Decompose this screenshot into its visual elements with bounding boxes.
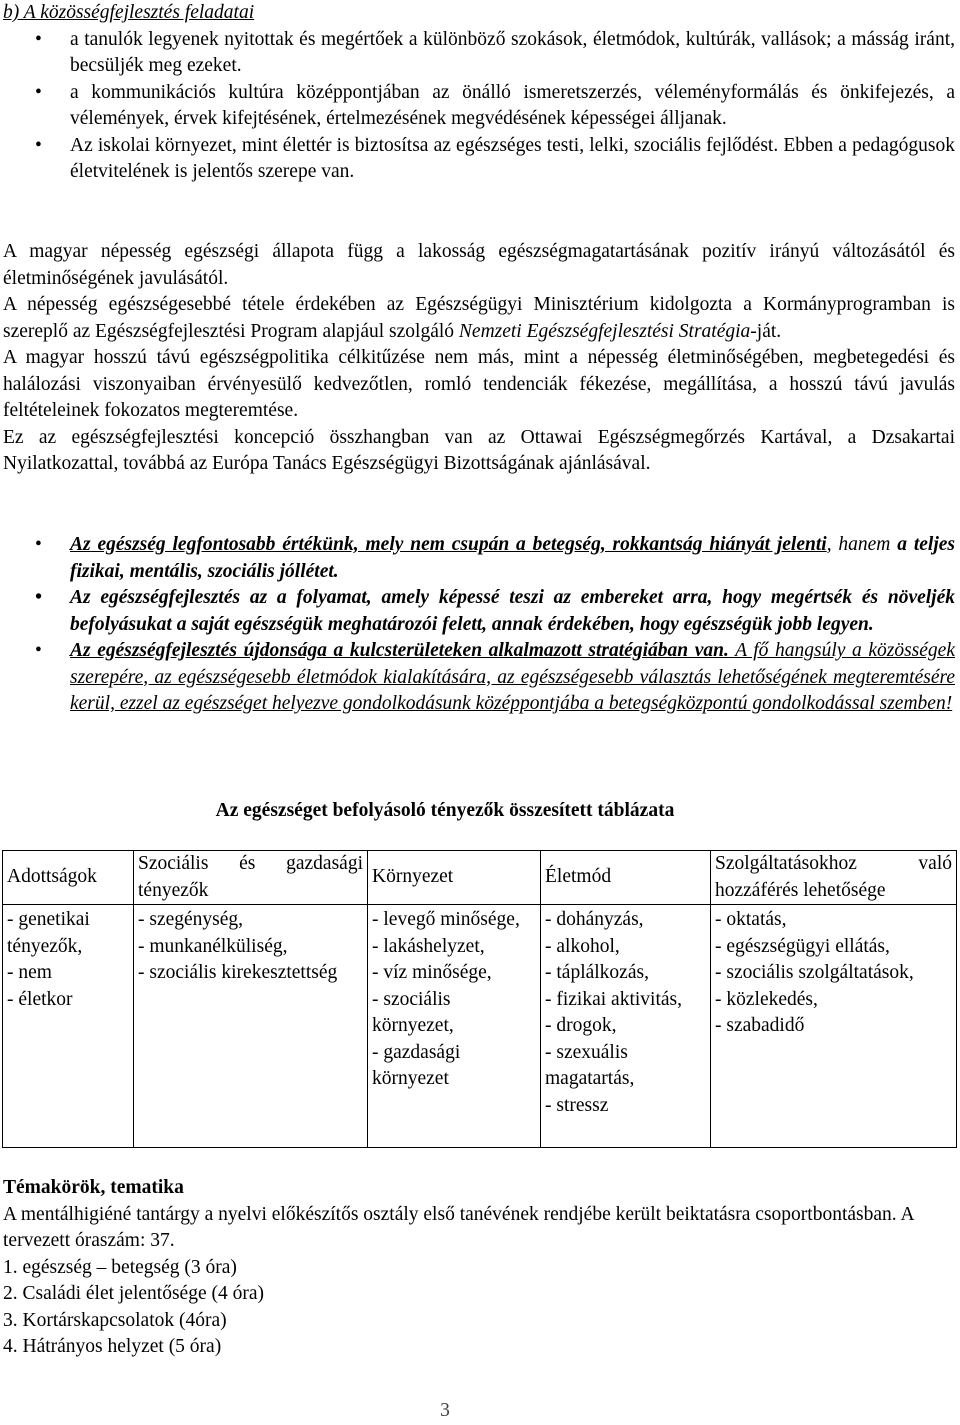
list-item: 2. Családi élet jelentősége (4 óra) — [3, 1283, 264, 1304]
table-header-row — [3, 851, 957, 905]
table-header-cell: Szociális és gazdasági tényezők — [134, 851, 368, 905]
list-item: • Az iskolai környezet, mint élettér is biztosítsa az egészséges testi, lelki, szociális fejlődést. Ebben a pedagógusok életvitelének is jelentős szerepe van. — [3, 133, 955, 186]
table-header-cell: Szolgáltatásokhoz való hozzáférés lehetősége — [711, 851, 957, 905]
strategy-name: Nemzeti Egészségfejlesztési Stratégia — [458, 320, 751, 342]
table-cell — [134, 905, 368, 1148]
paragraph: A magyar hosszú távú egészségpolitika célkitűzése nem más, mint a népesség életminőségében, megbetegedési és halálozási viszonyaiban érvényesülő kedvezőtlen, romló tendenciák fékezése, megállítása, a hosszú távú javulás feltételeinek fokozatos megteremtése. — [3, 347, 955, 421]
key-points — [3, 532, 955, 718]
cell-line: - szociális szolgáltatások, — [715, 962, 914, 983]
cell-line: - genetikai tényezők, — [7, 909, 90, 957]
cell-line: - levegő minősége, — [372, 909, 520, 930]
paragraph-text: A népesség egészségesebbé tétele érdekében az Egészségügyi Minisztérium kidolgozta a Kormányprogramban is szereplő az Egészségfejlesztési Program alapjául szolgáló — [3, 294, 955, 342]
cell-line: - szociális kirekesztettség — [138, 962, 338, 983]
cell-line: - munkanélküliség, — [138, 935, 288, 957]
cell-line: - életkor — [7, 988, 73, 1010]
cell-line: - táplálkozás, — [545, 962, 649, 983]
section-b-bullet-list — [3, 27, 955, 186]
cell-line: - víz minősége, — [372, 962, 492, 983]
list-item — [3, 532, 955, 585]
cell-line: - szabadidő — [715, 1015, 805, 1036]
cell-line: - szegénység, — [138, 909, 244, 930]
paragraph: Ez az egészségfejlesztési koncepció összhangban van az Ottawai Egészségmegőrzés Kartával, a Dzsakartai Nyilatkozattal, továbbá az Európa Tanács Egészségügyi Bizottságának ajánlásával. — [3, 426, 955, 474]
paragraph: A magyar népesség egészségi állapota függ a lakosság egészségmagatartásának pozitív irányú változásától és életminőségének javulásától. — [3, 241, 955, 289]
cell-line: - szexuális magatartás, — [545, 1041, 635, 1089]
cell-line: - dohányzás, — [545, 909, 644, 930]
cell-line: - gazdasági környezet — [372, 1041, 461, 1089]
key-point-text: a teljes fizikai, mentális, szociális jóllétet. — [70, 534, 955, 582]
topics-heading: Témakörök, tematika — [3, 1177, 184, 1198]
table-cell — [711, 905, 957, 1148]
table-row — [3, 905, 957, 1148]
cell-line: - alkohol, — [545, 935, 620, 957]
body-paragraphs — [3, 239, 955, 478]
cell-line: - oktatás, — [715, 909, 787, 930]
paragraph — [3, 292, 955, 345]
table-cell — [3, 905, 134, 1148]
topics-list — [3, 1255, 955, 1361]
cell-line: - fizikai aktivitás, — [545, 988, 682, 1010]
table-cell — [368, 905, 541, 1148]
section-b — [3, 0, 955, 186]
cell-line: - stressz — [545, 1094, 609, 1116]
list-item: • a kommunikációs kultúra középpontjában az önálló ismeretszerzés, véleményformálás és önkifejezés, a vélemények, érvek kifejtésének, értelmezésének megvédésének képességei álljanak. — [3, 80, 955, 133]
paragraph-suffix: -ját. — [750, 320, 782, 342]
cell-line: - nem — [7, 962, 52, 983]
key-point-connector: , hanem — [826, 534, 898, 555]
table-header-cell: Életmód — [541, 851, 711, 905]
list-item: 1. egészség – betegség (3 óra) — [3, 1256, 237, 1278]
cell-line: - közlekedés, — [715, 988, 818, 1010]
topics-intro: A mentálhigiéné tantárgy a nyelvi előkészítős osztály első tanévének rendjébe került beiktatásra csoportbontásban. A tervezett óraszám: 37. — [3, 1203, 914, 1251]
table-title: Az egészséget befolyásoló tényezők összesített táblázata — [215, 800, 675, 821]
table-header-cell: Adottságok — [3, 851, 134, 905]
key-point-text: Az egészségfejlesztés újdonsága a kulcsterületeken alkalmazott stratégiában van. — [70, 640, 729, 661]
list-item: • Az egészségfejlesztés az a folyamat, amely képessé teszi az embereket arra, hogy megértsék és növeljék befolyásukat a saját egészségük meghatározói felett, annak érdekében, hogy egészségük jobb legyen. — [3, 585, 955, 638]
list-item: 4. Hátrányos helyzet (5 óra) — [3, 1336, 222, 1357]
key-point-text: A fő hangsúly a közösségek szerepére, az egészségesebb életmódok kialakítására, az egészségesebb választás lehetőségének megteremtésére kerül, ezzel az egészséget helyezve gondolkodásunk középpontjába a betegségközpontú gondolkodással szemben! — [70, 640, 955, 714]
list-item: • a tanulók legyenek nyitottak és megértőek a különböző szokások, életmódok, kultúrák, vallások; a másság iránt, becsüljék meg ezeket. — [3, 27, 955, 80]
key-point-text: Az egészség legfontosabb értékünk, mely nem csupán a betegség, rokkantság hiányát jelenti — [70, 534, 827, 555]
list-item: 3. Kortárskapcsolatok (4óra) — [3, 1309, 227, 1331]
topics-section — [3, 1175, 955, 1361]
key-point-list — [3, 532, 955, 718]
table-cell — [541, 905, 711, 1148]
page-number: 3 — [440, 1400, 450, 1421]
cell-line: - lakáshelyzet, — [372, 935, 485, 957]
cell-line: - drogok, — [545, 1015, 617, 1036]
list-item — [3, 638, 955, 718]
section-heading: b) A közösségfejlesztés feladatai — [3, 2, 255, 23]
table-header-cell: Környezet — [368, 851, 541, 905]
cell-line: - szociális környezet, — [372, 988, 454, 1036]
cell-line: - egészségügyi ellátás, — [715, 935, 890, 957]
factors-table — [2, 850, 957, 1148]
